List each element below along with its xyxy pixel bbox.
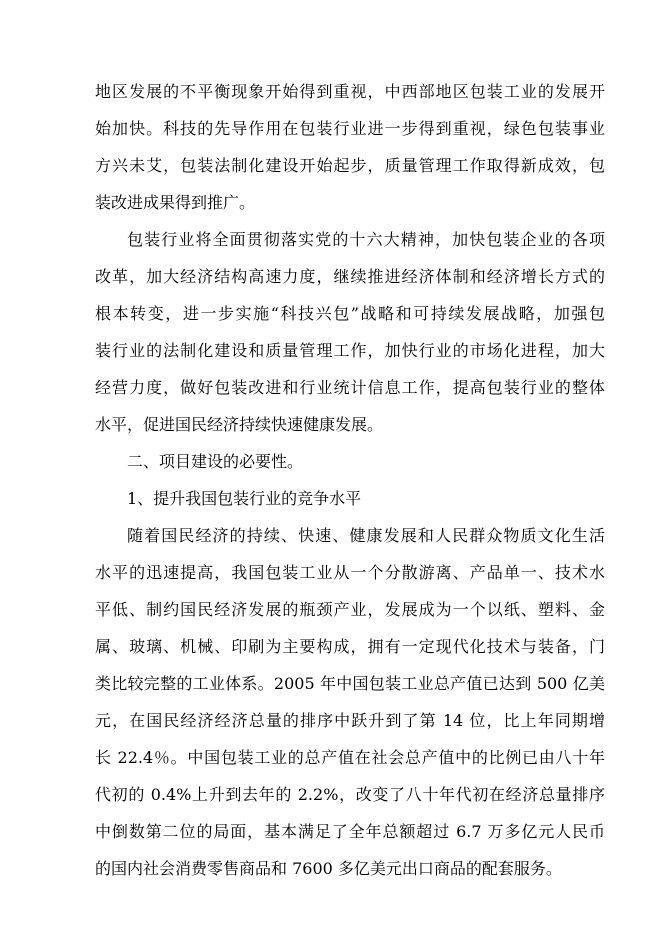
text-line: 代初的 0.4%上升到去年的 2.2%，改变了八十年代初在经济总量排序: [95, 785, 605, 804]
text-line: 根本转变，进一步实施“科技兴包”战略和可持续发展战略，加强包: [95, 304, 605, 323]
text-line: 改革，加大经济结构高速力度，继续推进经济体制和经济增长方式的: [95, 267, 605, 286]
text-line: 长 22.4％。中国包装工业的总产值在社会总产值中的比例已由八十年: [95, 748, 605, 767]
text-line: 水平，促进国民经济持续快速健康发展。: [95, 415, 384, 434]
section-heading: 二、项目建设的必要性。: [127, 452, 304, 471]
text-line: 经营力度，做好包装改进和行业统计信息工作，提高包装行业的整体: [95, 378, 605, 397]
text-line: 地区发展的不平衡现象开始得到重视，中西部地区包装工业的发展开: [95, 82, 605, 101]
subsection-heading: 1、提升我国包装行业的竞争水平: [127, 489, 362, 508]
text-line: 装改进成果得到推广。: [95, 193, 256, 212]
text-line: 始加快。科技的先导作用在包装行业进一步得到重视，绿色包装事业: [95, 119, 605, 138]
text-line: 方兴未艾，包装法制化建设开始起步，质量管理工作取得新成效，包: [95, 156, 605, 175]
text-line: 中倒数第二位的局面，基本满足了全年总额超过 6.7 万多亿元人民币: [95, 822, 605, 841]
text-line: 元，在国民经济经济总量的排序中跃升到了第 14 位，比上年同期增: [95, 711, 605, 730]
text-line: 类比较完整的工业体系。2005 年中国包装工业总产值已达到 500 亿美: [95, 674, 605, 693]
text-line: 包装行业将全面贯彻落实党的十六大精神，加快包装企业的各项: [127, 230, 605, 249]
text-line: 水平的迅速提高，我国包装工业从一个分散游离、产品单一、技术水: [95, 563, 605, 582]
text-line: 属、玻璃、机械、印刷为主要构成，拥有一定现代化技术与装备，门: [95, 637, 605, 656]
text-line: 的国内社会消费零售商品和 7600 多亿美元出口商品的配套服务。: [95, 859, 562, 878]
text-line: 平低、制约国民经济发展的瓶颈产业，发展成为一个以纸、塑料、金: [95, 600, 605, 619]
text-line: 装行业的法制化建设和质量管理工作，加快行业的市场化进程，加大: [95, 341, 605, 360]
text-line: 随着国民经济的持续、快速、健康发展和人民群众物质文化生活: [127, 526, 605, 545]
